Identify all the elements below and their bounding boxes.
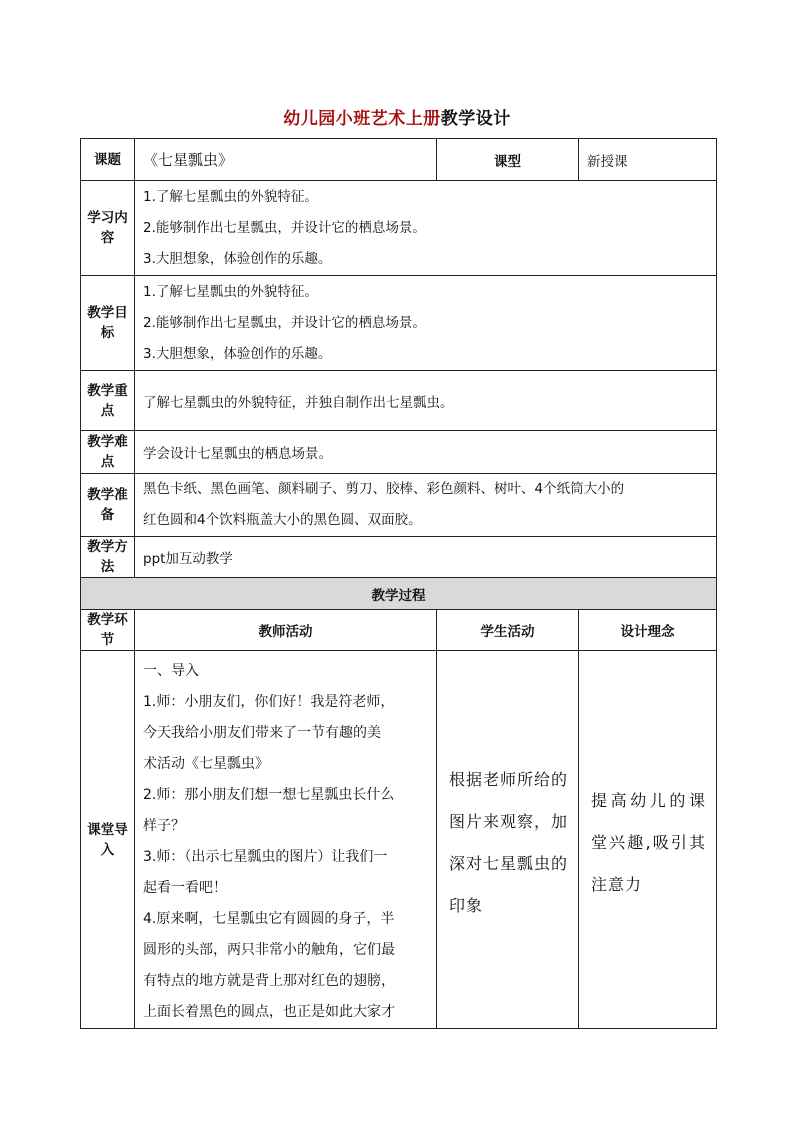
difficulties-label: 教学难点 — [81, 431, 135, 474]
teacher-line: 4.原来啊，七星瓢虫它有圆圆的身子，半 — [143, 911, 395, 927]
objective-item: 2.能够制作出七星瓢虫，并设计它的栖息场景。 — [143, 314, 426, 331]
key-points-text: 了解七星瓢虫的外貌特征，并独自制作出七星瓢虫。 — [135, 371, 717, 431]
content-label: 学习内容 — [81, 181, 135, 276]
objectives-row — [81, 276, 717, 371]
process-row — [81, 651, 717, 1029]
teacher-line: 术活动《七星瓢虫》 — [143, 756, 269, 772]
method-text: ppt加互动教学 — [135, 537, 717, 578]
difficulties-text: 学会设计七星瓢虫的栖息场景。 — [135, 431, 717, 474]
teacher-line: 3.师：（出示七星瓢虫的图片）让我们一 — [143, 849, 388, 865]
key-points-row — [81, 371, 717, 431]
stage-label: 课堂导入 — [81, 651, 135, 1029]
process-title-row — [81, 578, 717, 610]
preparation-cell — [135, 474, 717, 537]
objective-item: 3.大胆想象，体验创作的乐趣。 — [143, 345, 332, 362]
key-points-label: 教学重点 — [81, 371, 135, 431]
content-item: 1.了解七星瓢虫的外貌特征。 — [143, 188, 318, 205]
teacher-line: 一、导入 — [143, 663, 199, 679]
preparation-line: 红色圆和4个饮料瓶盖大小的黑色圆、双面胶。 — [143, 512, 422, 528]
topic-row — [81, 139, 717, 181]
method-row — [81, 537, 717, 578]
difficulties-row — [81, 431, 717, 474]
title-black-part: 教学设计 — [440, 109, 511, 129]
teacher-line: 2.师：那小朋友们想一想七星瓢虫长什么 — [143, 787, 395, 803]
stage-header: 教学环节 — [81, 610, 135, 651]
content-cell — [135, 181, 717, 276]
teacher-line: 样子？ — [143, 818, 185, 834]
teacher-line: 有特点的地方就是背上那对红色的翅膀， — [143, 973, 395, 989]
teacher-header: 教师活动 — [135, 610, 437, 651]
title-red-part: 幼儿园小班艺术上册 — [283, 109, 441, 129]
content-item: 2.能够制作出七星瓢虫，并设计它的栖息场景。 — [143, 219, 426, 236]
page-title — [0, 104, 794, 129]
student-header: 学生活动 — [437, 610, 579, 651]
preparation-line: 黑色卡纸、黑色画笔、颜料刷子、剪刀、胶棒、彩色颜料、树叶、4个纸筒大小的 — [143, 481, 625, 497]
objectives-cell — [135, 276, 717, 371]
type-label: 课型 — [437, 139, 579, 181]
process-header-row — [81, 610, 717, 651]
preparation-label: 教学准备 — [81, 474, 135, 537]
design-concept-cell — [579, 651, 717, 1029]
content-item: 3.大胆想象，体验创作的乐趣。 — [143, 250, 332, 267]
lesson-plan-table — [80, 138, 717, 1029]
teacher-line: 起看一看吧！ — [143, 880, 227, 896]
topic-label: 课题 — [81, 139, 135, 181]
type-value: 新授课 — [579, 139, 717, 181]
content-row — [81, 181, 717, 276]
process-title: 教学过程 — [81, 578, 717, 610]
student-activity-cell — [437, 651, 579, 1029]
topic-value: 《七星瓢虫》 — [135, 139, 437, 181]
teacher-line: 今天我给小朋友们带来了一节有趣的美 — [143, 725, 381, 741]
teacher-line: 圆形的头部，两只非常小的触角，它们最 — [143, 942, 395, 958]
teacher-activity-cell — [135, 651, 437, 1029]
concept-header: 设计理念 — [579, 610, 717, 651]
preparation-row — [81, 474, 717, 537]
objective-item: 1.了解七星瓢虫的外貌特征。 — [143, 283, 318, 300]
objectives-label: 教学目标 — [81, 276, 135, 371]
teacher-line: 上面长着黑色的圆点，也正是如此大家才 — [143, 1004, 395, 1020]
method-label: 教学方法 — [81, 537, 135, 578]
teacher-line: 1.师：小朋友们，你们好！我是符老师， — [143, 694, 395, 710]
student-activity-text: 根据老师所给的图片来观察，加深对七星瓢虫的印象 — [449, 769, 569, 915]
design-concept-text: 提高幼儿的课堂兴趣,吸引其注意力 — [591, 790, 706, 894]
